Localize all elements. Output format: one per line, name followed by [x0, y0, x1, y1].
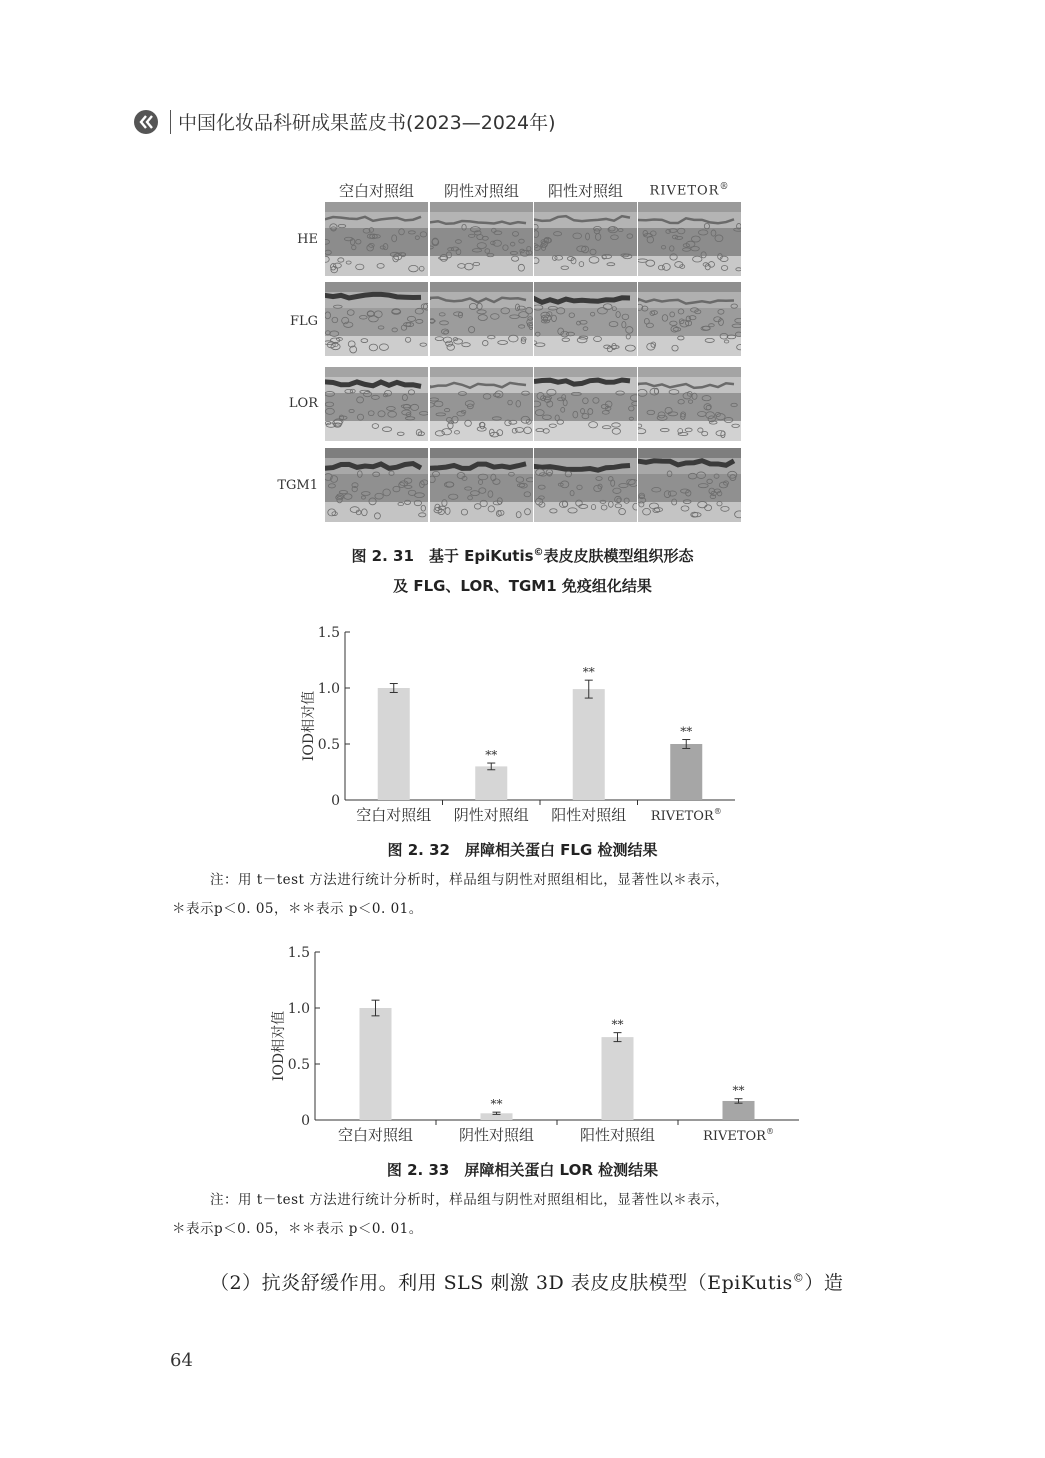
micrograph-tile	[534, 367, 637, 441]
chart-svg	[262, 940, 822, 1145]
y-tick-label: 1.0	[287, 1001, 310, 1017]
micrograph-tile	[430, 202, 533, 276]
x-tick-label: 空白对照组	[356, 806, 432, 824]
column-label: 阴性对照组	[443, 182, 519, 200]
micrograph-tile	[638, 367, 741, 441]
figure-note: ＊表示p＜0. 05，＊＊表示 p＜0. 01。	[172, 1221, 423, 1237]
y-tick-label: 0	[331, 793, 340, 809]
micrograph-tile	[534, 282, 637, 356]
header-divider	[170, 110, 171, 134]
significance-label: **	[485, 748, 498, 763]
chart-svg	[290, 620, 750, 825]
page-number: 64	[170, 1350, 193, 1371]
figure-note: 注：用 t－test 方法进行统计分析时，样品组与阴性对照组相比，显著性以＊表示，	[210, 872, 730, 888]
bar	[475, 766, 507, 800]
x-tick-label: 阳性对照组	[551, 806, 627, 824]
x-tick-label: 阴性对照组	[458, 1126, 535, 1144]
x-tick-label: RIVETOR®	[650, 807, 722, 824]
y-axis-label: IOD相对值	[301, 690, 317, 762]
micrograph-tile	[430, 367, 533, 441]
bar	[670, 744, 702, 800]
row-label: LOR	[288, 396, 318, 411]
row-label: TGM1	[277, 478, 318, 493]
figure-note: 注：用 t－test 方法进行统计分析时，样品组与阴性对照组相比，显著性以＊表示，	[210, 1192, 730, 1208]
row-label: FLG	[289, 314, 318, 329]
micrograph-tile	[430, 448, 533, 522]
bar-chart-flg	[290, 620, 750, 829]
x-tick-label: 阳性对照组	[579, 1126, 656, 1144]
bar	[360, 1008, 392, 1120]
figure-note: ＊表示p＜0. 05，＊＊表示 p＜0. 01。	[172, 901, 423, 917]
y-tick-label: 1.0	[317, 681, 340, 697]
figure-caption: 图 2. 32 屏障相关蛋白 FLG 检测结果	[387, 841, 658, 859]
body-paragraph: （2）抗炎舒缓作用。利用 SLS 刺激 3D 表皮皮肤模型（EpiKutis©）造	[210, 1271, 844, 1294]
column-label: 空白对照组	[338, 182, 414, 200]
micrograph-tile	[534, 448, 637, 522]
bar	[723, 1101, 755, 1120]
bar	[602, 1037, 634, 1120]
micrograph-tile	[325, 367, 428, 441]
column-label: RIVETOR®	[649, 182, 730, 199]
x-tick-label: RIVETOR®	[703, 1127, 774, 1144]
column-label: 阳性对照组	[547, 182, 623, 200]
y-tick-label: 0	[301, 1113, 310, 1129]
double-chevron-left-icon	[134, 110, 158, 134]
row-label: HE	[297, 232, 318, 247]
significance-label: **	[680, 724, 693, 739]
significance-label: **	[490, 1097, 503, 1112]
y-tick-label: 1.5	[317, 625, 340, 641]
micrograph-tile	[325, 448, 428, 522]
figure-caption: 图 2. 33 屏障相关蛋白 LOR 检测结果	[386, 1161, 659, 1179]
significance-label: **	[582, 665, 595, 680]
micrograph-tile	[638, 202, 741, 276]
x-tick-label: 空白对照组	[337, 1126, 414, 1144]
micrograph-tile	[638, 448, 741, 522]
running-header-title: 中国化妆品科研成果蓝皮书(2023—2024年)	[178, 112, 556, 134]
x-tick-label: 阴性对照组	[453, 806, 529, 824]
figure-caption-line2: 及 FLG、LOR、TGM1 免疫组化结果	[393, 577, 652, 595]
y-tick-label: 0.5	[287, 1057, 310, 1073]
micrograph-tile	[430, 282, 533, 356]
significance-label: **	[611, 1017, 624, 1032]
y-axis-label: IOD相对值	[271, 1010, 287, 1082]
bar	[378, 688, 410, 800]
micrograph-tile	[325, 202, 428, 276]
micrograph-tile	[325, 282, 428, 356]
bar	[573, 689, 605, 800]
significance-label: **	[732, 1083, 745, 1098]
y-tick-label: 1.5	[287, 945, 310, 961]
figure-caption: 图 2. 31 基于 EpiKutis©表皮皮肤模型组织形态	[351, 547, 694, 565]
micrograph-tile	[534, 202, 637, 276]
y-tick-label: 0.5	[317, 737, 340, 753]
micrograph-tile	[638, 282, 741, 356]
bar-chart-lor	[262, 940, 822, 1149]
